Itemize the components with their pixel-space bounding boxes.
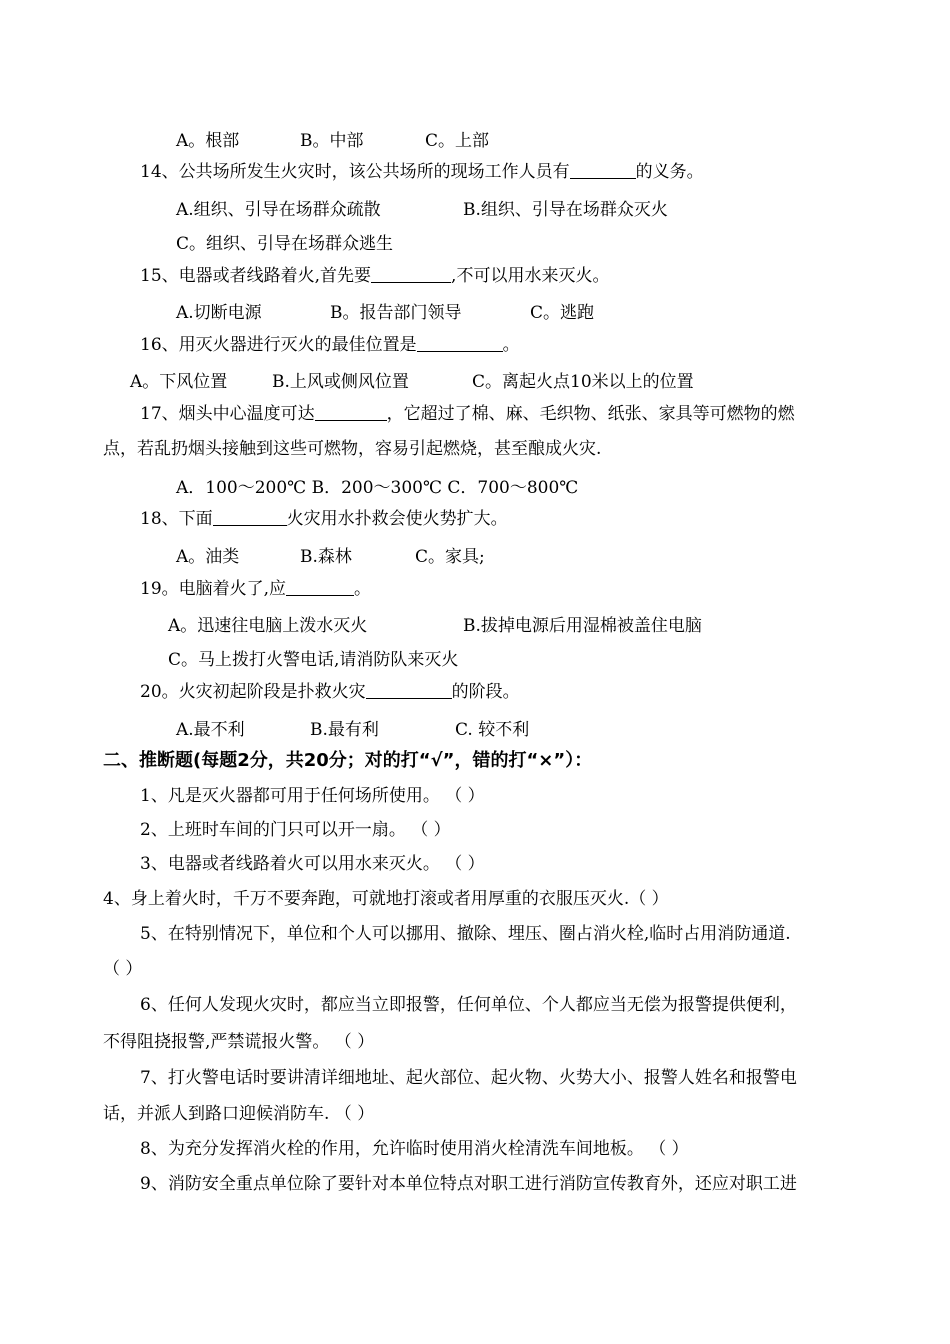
section-2-title: 二、推断题(每题2分，共20分；对的打“√”，错的打“×”）： [103, 750, 593, 771]
judge-5-bracket: （ ） [103, 959, 143, 979]
q14-stem [140, 160, 704, 184]
judge-6: 6、任何人发现火灾时，都应当立即报警，任何单位、个人都应当无偿为报警提供便利， [140, 995, 797, 1015]
q20-stem [140, 680, 520, 704]
q16-option-c: C。离起火点10米以上的位置 [472, 372, 694, 392]
q14-option-c: C。组织、引导在场群众逃生 [176, 234, 394, 254]
q14-text-pre: 14、公共场所发生火灾时，该公共场所的现场工作人员有 [140, 162, 570, 182]
q16-text-pre: 16、用灭火器进行灭火的最佳位置是 [140, 335, 417, 355]
q14-text-post: 的义务。 [635, 162, 704, 182]
q17-text-pre: 17、烟头中心温度可达 [140, 404, 315, 424]
q19-option-a: A。迅速往电脑上泼水灭火 [168, 616, 368, 636]
judge-6-continued: 不得阻挠报警,严禁谎报火警。 （ ） [103, 1032, 375, 1052]
q18-option-a: A。油类 [176, 547, 240, 567]
q19-blank [286, 577, 354, 596]
q15-blank [371, 264, 451, 283]
q16-text-post: 。 [502, 335, 520, 355]
q18-option-c: C。家具; [415, 547, 485, 567]
q19-option-b: B.拔掉电源后用湿棉被盖住电脑 [463, 616, 702, 636]
q15-text-pre: 15、电器或者线路着火,首先要 [140, 266, 372, 286]
q17-text-post: ，它超过了棉、麻、毛织物、纸张、家具等可燃物的燃 [386, 404, 795, 424]
judge-9: 9、消防安全重点单位除了要针对本单位特点对职工进行消防宣传教育外，还应对职工进 [140, 1174, 797, 1194]
q19-text-post: 。 [354, 579, 372, 599]
q18-text-post: 火灾用水扑救会使火势扩大。 [286, 509, 508, 529]
q17-blank [315, 402, 387, 421]
q20-text-post: 的阶段。 [451, 682, 520, 702]
q15-text-post: ,不可以用水来灭火。 [451, 266, 610, 286]
judge-8: 8、为充分发挥消火栓的作用，允许临时使用消火栓清洗车间地板。 （ ） [140, 1139, 689, 1159]
q17-options: A．100～200℃ B．200～300℃ C．700～800℃ [176, 478, 579, 498]
judge-1: 1、凡是灭火器都可用于任何场所使用。 （ ） [140, 786, 485, 806]
q19-option-c: C。马上拨打火警电话,请消防队来灭火 [168, 650, 459, 670]
q13-option-a: A。根部 [176, 131, 240, 151]
q20-blank [366, 680, 452, 699]
q14-blank [570, 160, 636, 179]
judge-7-continued: 话，并派人到路口迎候消防车. （ ） [103, 1104, 375, 1124]
q20-option-b: B.最有利 [310, 720, 379, 740]
q16-option-b: B.上风或侧风位置 [272, 372, 409, 392]
q13-option-c: C。上部 [425, 131, 490, 151]
q14-option-b: B.组织、引导在场群众灭火 [463, 200, 668, 220]
q20-text-pre: 20。火灾初起阶段是扑救火灾 [140, 682, 366, 702]
q15-option-a: A.切断电源 [176, 303, 262, 323]
q18-blank [213, 507, 287, 526]
q16-option-a: A。下风位置 [130, 372, 228, 392]
judge-7: 7、打火警电话时要讲清详细地址、起火部位、起火物、火势大小、报警人姓名和报警电 [140, 1068, 797, 1088]
q17-stem [140, 402, 795, 426]
judge-2: 2、上班时车间的门只可以开一扇。 （ ） [140, 820, 451, 840]
q15-stem [140, 264, 609, 288]
q19-text-pre: 19。电脑着火了,应 [140, 579, 287, 599]
q18-text-pre: 18、下面 [140, 509, 213, 529]
q18-stem [140, 507, 508, 531]
q15-option-c: C。逃跑 [530, 303, 595, 323]
judge-3: 3、电器或者线路着火可以用水来灭火。 （ ） [140, 854, 485, 874]
judge-5: 5、在特别情况下，单位和个人可以挪用、撤除、埋压、圈占消火栓,临时占用消防通道. [140, 924, 791, 944]
q20-option-c: C. 较不利 [455, 720, 530, 740]
judge-4: 4、身上着火时，千万不要奔跑，可就地打滚或者用厚重的衣服压灭火.（ ） [103, 889, 669, 909]
q20-option-a: A.最不利 [176, 720, 245, 740]
q16-stem [140, 333, 520, 357]
q18-option-b: B.森林 [300, 547, 352, 567]
q13-option-b: B。中部 [300, 131, 364, 151]
q17-stem-continued: 点，若乱扔烟头接触到这些可燃物，容易引起燃烧，甚至酿成火灾. [103, 439, 602, 459]
q16-blank [417, 333, 503, 352]
q14-option-a: A.组织、引导在场群众疏散 [176, 200, 381, 220]
q19-stem [140, 577, 371, 601]
q15-option-b: B。报告部门领导 [330, 303, 462, 323]
